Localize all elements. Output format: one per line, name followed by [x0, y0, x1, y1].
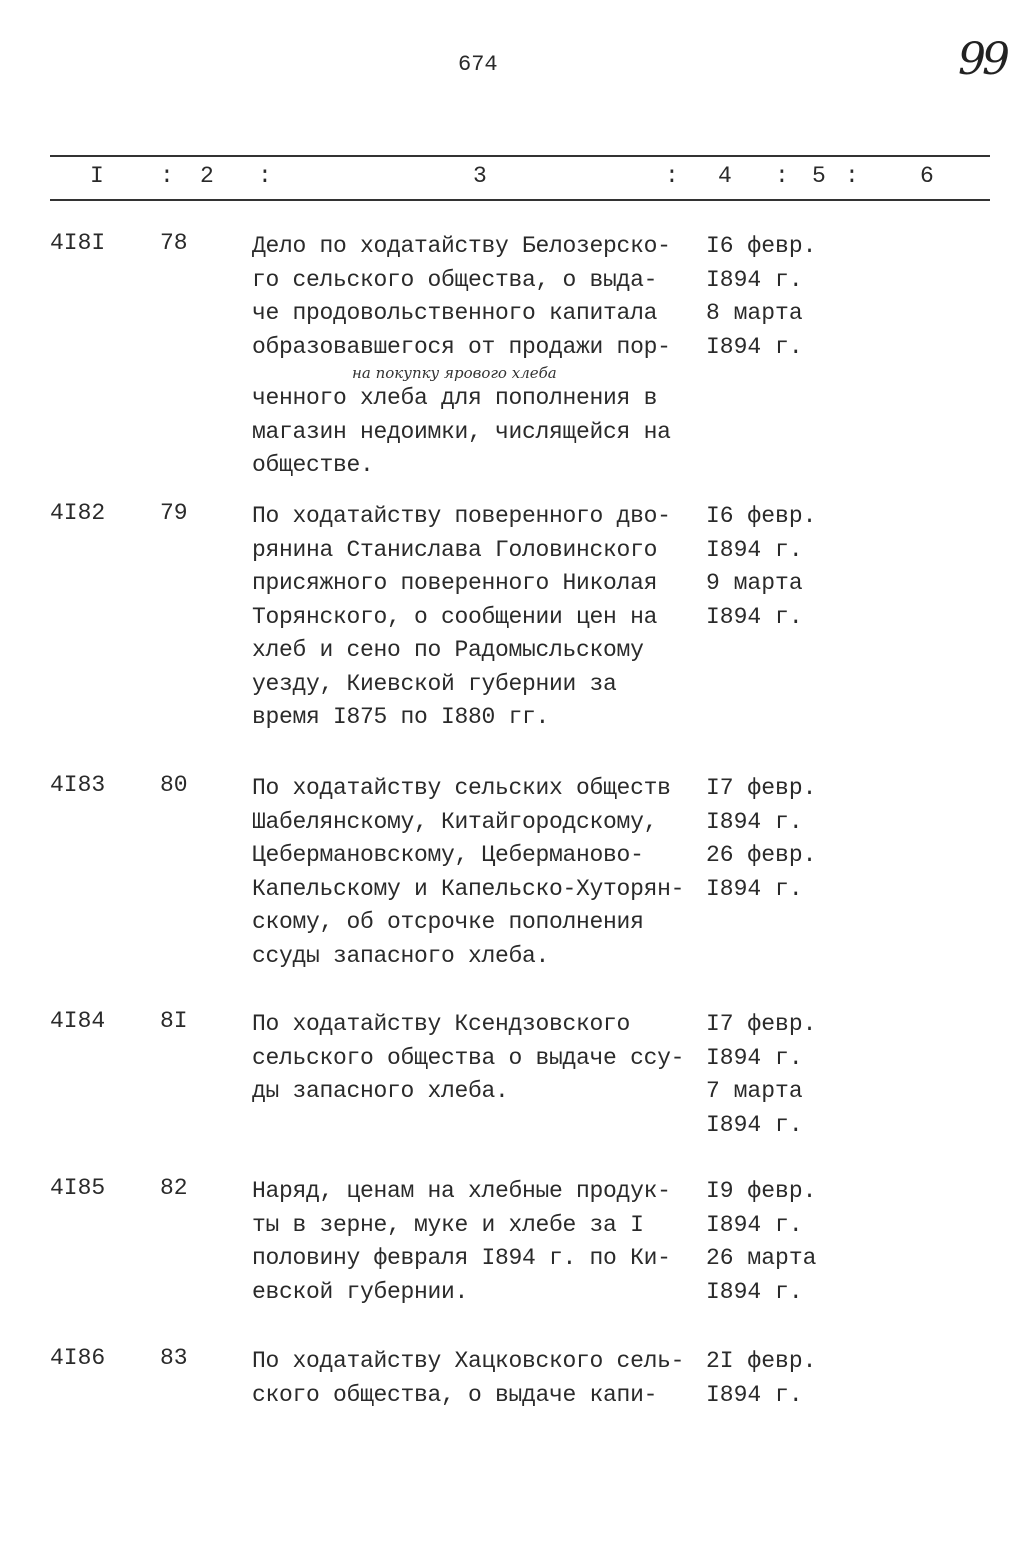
- case-number: 4I86: [50, 1345, 106, 1371]
- case-dates: [706, 230, 816, 364]
- case-description: [252, 1175, 671, 1309]
- column-header-4: 4: [718, 163, 732, 189]
- description-line: ского общества, о выдаче капи-: [252, 1381, 658, 1408]
- case-dates: [706, 1175, 816, 1309]
- handwritten-insertion: на покупку ярового хлеба: [352, 364, 557, 382]
- description-line: сельского общества о выдаче ссу-: [252, 1044, 685, 1071]
- column-separator: :: [665, 163, 679, 189]
- description-line: время I875 по I880 гг.: [252, 704, 550, 730]
- description-line: ссуды запасного хлеба.: [252, 942, 550, 969]
- case-number: 4I84: [50, 1008, 106, 1034]
- case-number: 4I8I: [50, 230, 106, 256]
- column-separator: :: [258, 163, 272, 189]
- header-bottom-rule: [50, 199, 990, 201]
- description-line: По ходатайству поверенного дво-: [252, 503, 671, 529]
- description-line: Торянского, о сообщении цен на: [252, 603, 658, 630]
- description-line: че продовольственного капитала: [252, 300, 658, 326]
- header-top-rule: [50, 155, 990, 157]
- description-line: ды запасного хлеба.: [252, 1078, 509, 1104]
- description-line: хлеб и сено по Радомысльскому: [252, 637, 644, 663]
- date-line: I9 февр.: [706, 1178, 817, 1204]
- date-line: I894 г.: [706, 1044, 803, 1071]
- page-number: 674: [458, 52, 498, 77]
- case-dates: [706, 1008, 816, 1142]
- date-line: 26 февр.: [706, 842, 817, 868]
- date-line: I894 г.: [706, 808, 803, 835]
- description-line: Шабелянскому, Китайгородскому,: [252, 808, 658, 835]
- column-separator: :: [775, 163, 789, 189]
- date-line: I894 г.: [706, 536, 803, 563]
- case-description: [252, 1345, 684, 1412]
- description-line: половину февраля I894 г. по Ки-: [252, 1245, 671, 1271]
- sequence-number: 80: [160, 772, 188, 798]
- column-header-6: 6: [920, 163, 934, 189]
- description-line: го сельского общества, о выда-: [252, 266, 658, 293]
- case-dates: [706, 1345, 816, 1412]
- column-header-2: 2: [200, 163, 214, 189]
- date-line: I894 г.: [706, 603, 803, 630]
- date-line: I7 февр.: [706, 775, 817, 801]
- description-line: присяжного поверенного Николая: [252, 570, 658, 596]
- description-line: обществе.: [252, 452, 374, 478]
- date-line: I894 г.: [706, 1111, 803, 1138]
- date-line: I894 г.: [706, 266, 803, 293]
- description-line: магазин недоимки, числящейся на: [252, 418, 671, 445]
- description-line: Дело по ходатайству Белозерско-: [252, 233, 671, 259]
- description-line: Капельскому и Капельско-Хуторян-: [252, 875, 685, 902]
- column-header-5: 5: [812, 163, 826, 189]
- description-line: ты в зерне, муке и хлебе за I: [252, 1211, 644, 1238]
- description-line: По ходатайству Ксендзовского: [252, 1011, 631, 1037]
- date-line: I894 г.: [706, 875, 803, 902]
- description-line: Цебермановскому, Цебермановo-: [252, 842, 644, 868]
- date-line: 26 марта: [706, 1245, 817, 1271]
- description-line: По ходатайству Хацковского сель-: [252, 1348, 685, 1374]
- description-line: рянина Станислава Головинского: [252, 536, 658, 563]
- sequence-number: 79: [160, 500, 188, 526]
- date-line: 8 марта: [706, 300, 803, 326]
- sequence-number: 78: [160, 230, 188, 256]
- date-line: I894 г.: [706, 1278, 803, 1305]
- date-line: I6 февр.: [706, 233, 817, 259]
- date-line: I894 г.: [706, 1381, 803, 1408]
- case-dates: [706, 772, 816, 906]
- description-line: По ходатайству сельских обществ: [252, 775, 671, 801]
- case-description: [252, 500, 671, 735]
- folio-number-handwritten: 99: [958, 34, 1006, 85]
- case-dates: [706, 500, 816, 634]
- case-description: [252, 1008, 684, 1109]
- case-description: [252, 230, 671, 483]
- description-line: образовавшегося от продажи пор-: [252, 333, 671, 360]
- description-line: Наряд, ценам на хлебные продук-: [252, 1178, 671, 1204]
- date-line: 9 марта: [706, 570, 803, 596]
- date-line: I894 г.: [706, 1211, 803, 1238]
- column-header-1: I: [90, 163, 104, 189]
- case-number: 4I85: [50, 1175, 106, 1201]
- column-separator: :: [160, 163, 174, 189]
- sequence-number: 8I: [160, 1008, 188, 1034]
- column-header-3: 3: [473, 163, 487, 189]
- case-description: [252, 772, 684, 973]
- description-line: уезду, Киевской губернии за: [252, 670, 617, 697]
- date-line: 7 марта: [706, 1078, 803, 1104]
- sequence-number: 83: [160, 1345, 188, 1371]
- column-separator: :: [845, 163, 859, 189]
- date-line: I6 февр.: [706, 503, 817, 529]
- sequence-number: 82: [160, 1175, 188, 1201]
- date-line: 2I февр.: [706, 1348, 817, 1374]
- description-line: евской губернии.: [252, 1278, 469, 1305]
- case-number: 4I82: [50, 500, 106, 526]
- description-line: ченного хлеба для пополнения в: [252, 385, 658, 411]
- date-line: I7 февр.: [706, 1011, 817, 1037]
- description-line: скому, об отсрочке пополнения: [252, 909, 644, 935]
- date-line: I894 г.: [706, 333, 803, 360]
- case-number: 4I83: [50, 772, 106, 798]
